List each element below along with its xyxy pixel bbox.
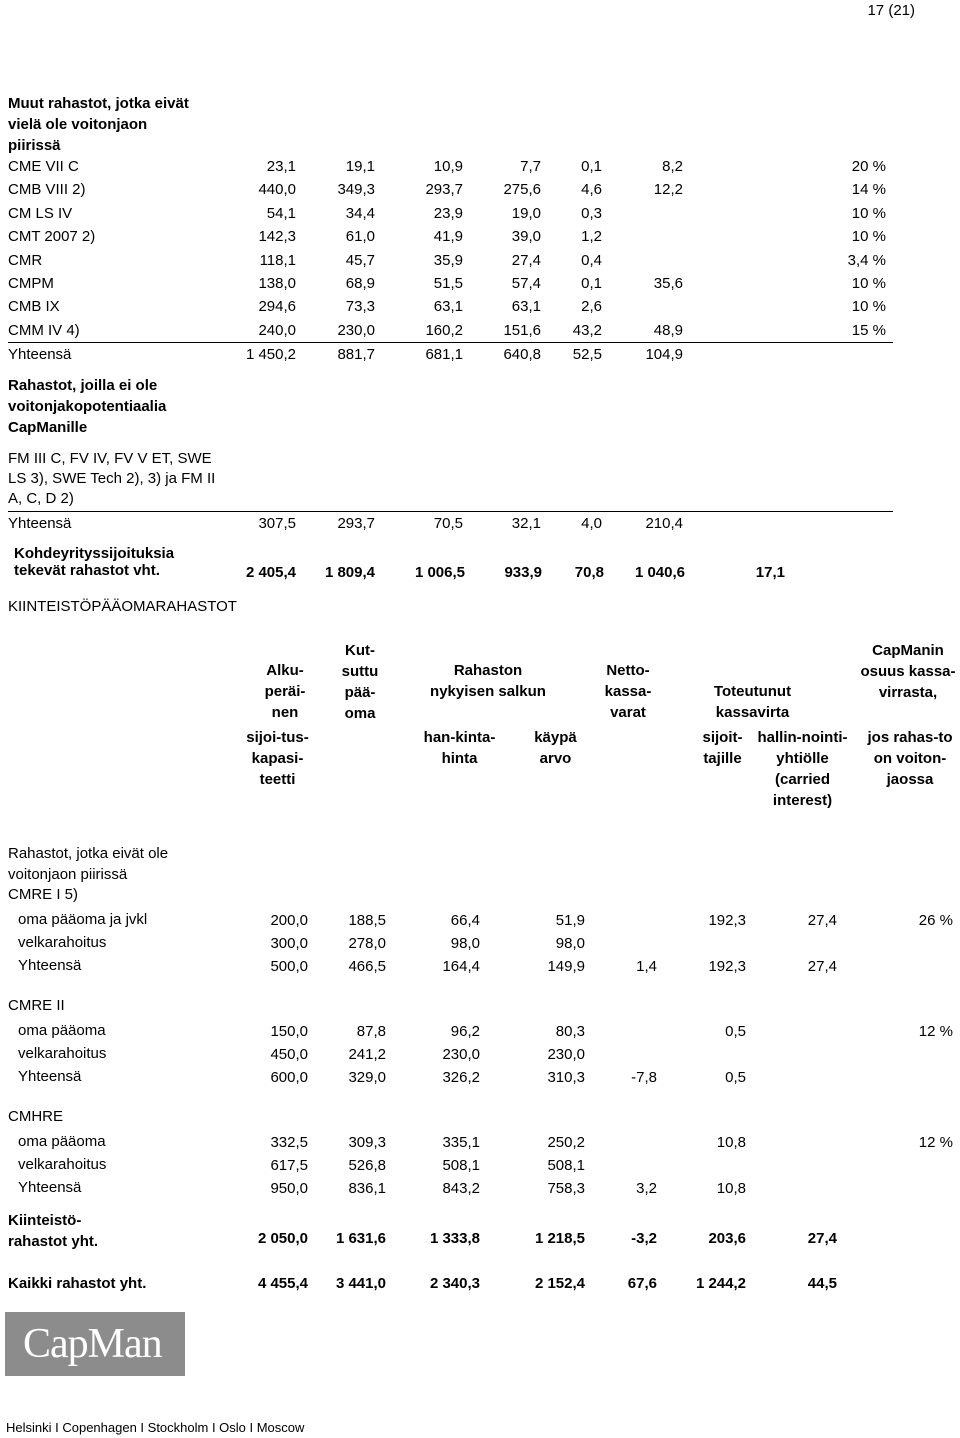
cell-value: 10,8 <box>716 1134 746 1151</box>
cell-value: 80,3 <box>555 1023 585 1040</box>
cell-value: 681,1 <box>425 346 463 363</box>
cell-value: 1,4 <box>636 958 657 975</box>
cell-value: 450,0 <box>270 1046 308 1063</box>
cell-value: 43,2 <box>572 321 602 339</box>
cell-value: 10,8 <box>716 1180 746 1197</box>
fund-name: CME VII C <box>8 158 79 175</box>
cell-value: 39,0 <box>511 228 541 246</box>
cell-value: 48,9 <box>653 321 683 339</box>
row-label: oma pääoma ja jvkl <box>18 911 148 928</box>
cell-value: 61,0 <box>345 228 375 246</box>
fund-name: CMRE II <box>8 997 65 1014</box>
cell-value: 27,4 <box>511 251 541 269</box>
col-header-acq: han-kinta-hinta <box>423 729 496 767</box>
cell-value: 188,5 <box>348 912 386 929</box>
col-header-fair: käypä arvo <box>534 729 577 767</box>
cell-value: 19,0 <box>511 204 541 222</box>
row-label: Yhteensä <box>18 957 82 974</box>
cell-value: 640,8 <box>503 346 541 363</box>
cell-value: 2 152,4 <box>534 1275 585 1292</box>
fund-name: CMB VIII 2) <box>8 181 86 199</box>
cell-value: 349,3 <box>337 181 375 199</box>
cell-value: 192,3 <box>708 912 746 929</box>
row-label: velkarahoitus <box>18 1045 107 1062</box>
total-label: Yhteensä <box>8 346 72 363</box>
fund-name: CMRE I 5) <box>8 886 79 903</box>
cell-value: 881,7 <box>337 346 375 363</box>
cell-value: 4,0 <box>581 515 602 532</box>
cell-value: 20 % <box>851 158 886 175</box>
cell-value: 1 244,2 <box>695 1275 746 1292</box>
cell-value: 10 % <box>851 204 886 222</box>
cell-value: 138,0 <box>258 275 296 292</box>
cell-value: 600,0 <box>270 1069 308 1086</box>
cell-value: 2 050,0 <box>257 1230 308 1247</box>
cell-value: 250,2 <box>547 1134 585 1151</box>
row-label: velkarahoitus <box>18 934 107 951</box>
cell-value: 35,6 <box>653 275 683 292</box>
fund-name: CM LS IV <box>8 204 73 222</box>
cell-value: 758,3 <box>547 1180 585 1197</box>
cell-value: 45,7 <box>345 251 375 269</box>
cell-value: 278,0 <box>348 935 386 952</box>
col-header-share: CapManin osuus kassa-virrasta, <box>860 642 956 701</box>
cell-value: 508,1 <box>442 1157 480 1174</box>
cell-value: 12 % <box>918 1023 953 1040</box>
cell-value: 70,5 <box>433 515 463 532</box>
cell-value: 14 % <box>851 181 886 199</box>
col-header-original-sub: sijoi-tus-kapasi-teetti <box>246 729 309 788</box>
cell-value: 310,3 <box>547 1069 585 1086</box>
col-header-drawn: Kut-suttu pää-oma <box>341 642 379 722</box>
cell-value: 0,4 <box>581 251 602 269</box>
cell-value: 1 809,4 <box>324 564 375 581</box>
cell-value: 3,4 % <box>847 251 886 269</box>
cell-value: 307,5 <box>258 515 296 532</box>
row-label: oma pääoma <box>18 1022 106 1039</box>
fund-name: CMHRE <box>8 1108 63 1125</box>
cell-value: 294,6 <box>258 298 296 316</box>
cell-value: 98,0 <box>555 935 585 952</box>
cell-value: 1 450,2 <box>245 346 296 363</box>
cell-value: 293,7 <box>337 515 375 532</box>
cell-value: 96,2 <box>450 1023 480 1040</box>
cell-value: 26 % <box>918 912 953 929</box>
cell-value: 1 333,8 <box>429 1230 480 1247</box>
cell-value: 1 631,6 <box>335 1230 386 1247</box>
cell-value: 241,2 <box>348 1046 386 1063</box>
cell-value: 309,3 <box>348 1134 386 1151</box>
cell-value: 0,1 <box>581 275 602 292</box>
col-header-manager: hallin-nointi-yhtiölle (carried interest) <box>757 729 848 809</box>
cell-value: 3 441,0 <box>335 1275 386 1292</box>
fund-list: FM III C, FV IV, FV V ET, SWE LS 3), SWE Tech 2), 3) ja FM II A, C, D 2) <box>8 450 216 507</box>
cell-value: 950,0 <box>270 1180 308 1197</box>
cell-value: 73,3 <box>345 298 375 316</box>
cell-value: 526,8 <box>348 1157 386 1174</box>
cell-value: 164,4 <box>442 958 480 975</box>
cell-value: 98,0 <box>450 935 480 952</box>
cell-value: 23,1 <box>266 158 296 175</box>
cell-value: 67,6 <box>627 1275 657 1292</box>
cell-value: 2 340,3 <box>429 1275 480 1292</box>
cell-value: 10 % <box>851 298 886 316</box>
cell-value: 3,2 <box>636 1180 657 1197</box>
cell-value: 12 % <box>918 1134 953 1151</box>
cell-value: 0,5 <box>725 1069 746 1086</box>
section-heading: Muut rahastot, jotka eivät vielä ole voitonjaon piirissä <box>8 95 189 154</box>
direct-label: Kohdeyrityssijoituksia tekevät rahastot vht. <box>14 545 175 579</box>
cell-value: 44,5 <box>807 1275 837 1292</box>
row-label: Yhteensä <box>18 1068 82 1085</box>
cell-value: 4 455,4 <box>257 1275 308 1292</box>
cell-value: 70,8 <box>574 564 604 581</box>
cell-value: 508,1 <box>547 1157 585 1174</box>
cell-value: 0,3 <box>581 204 602 222</box>
col-header-share-sub: jos rahas-to on voiton-jaossa <box>867 729 953 788</box>
cell-value: 275,6 <box>503 181 541 199</box>
cell-value: 192,3 <box>708 958 746 975</box>
cell-value: 54,1 <box>266 204 296 222</box>
logo-text: CapMan <box>23 1321 162 1367</box>
cell-value: 2,6 <box>581 298 602 316</box>
cell-value: 1 218,5 <box>534 1230 585 1247</box>
cell-value: 933,9 <box>504 564 542 581</box>
cell-value: 19,1 <box>345 158 375 175</box>
cell-value: 329,0 <box>348 1069 386 1086</box>
cell-value: 230,0 <box>442 1046 480 1063</box>
divider <box>8 342 893 343</box>
cell-value: 230,0 <box>337 321 375 339</box>
cell-value: 843,2 <box>442 1180 480 1197</box>
fund-name: CMM IV 4) <box>8 321 80 339</box>
cell-value: 17,1 <box>755 564 785 581</box>
cell-value: 210,4 <box>645 515 683 532</box>
col-header-original: Alku-peräi-nen <box>264 662 306 721</box>
cell-value: 0,5 <box>725 1023 746 1040</box>
cell-value: 51,9 <box>555 912 585 929</box>
cell-value: 51,5 <box>433 275 463 292</box>
cell-value: 10,9 <box>433 158 463 175</box>
cell-value: 151,6 <box>503 321 541 339</box>
total-label: Yhteensä <box>8 515 72 532</box>
cell-value: 326,2 <box>442 1069 480 1086</box>
cell-value: 10 % <box>851 228 886 246</box>
col-header-realized: Toteutunut kassavirta <box>713 683 792 721</box>
section-title: KIINTEISTÖPÄÄOMARAHASTOT <box>8 598 237 615</box>
group-heading: Rahastot, jotka eivät ole voitonjaon piirissä <box>8 845 169 883</box>
cell-value: 466,5 <box>348 958 386 975</box>
cell-value: 23,9 <box>433 204 463 222</box>
cell-value: 7,7 <box>520 158 541 175</box>
cell-value: 87,8 <box>356 1023 386 1040</box>
cell-value: 203,6 <box>708 1230 746 1247</box>
cell-value: 4,6 <box>581 181 602 199</box>
cell-value: 2 405,4 <box>245 564 296 581</box>
cell-value: 230,0 <box>547 1046 585 1063</box>
cell-value: 1 040,6 <box>634 564 685 581</box>
fund-name: CMB IX <box>8 298 60 316</box>
cell-value: 27,4 <box>807 958 837 975</box>
cell-value: 63,1 <box>433 298 463 316</box>
col-header-investors: sijoit-tajille <box>702 729 743 767</box>
cell-value: 27,4 <box>807 912 837 929</box>
all-total-label: Kaikki rahastot yht. <box>8 1275 147 1292</box>
col-header-netcash: Netto-kassa-varat <box>604 662 652 721</box>
cell-value: 118,1 <box>259 251 296 269</box>
cell-value: 293,7 <box>425 181 463 199</box>
cell-value: 68,9 <box>345 275 375 292</box>
cell-value: 335,1 <box>442 1134 480 1151</box>
col-header-portfolio: Rahaston nykyisen salkun <box>430 662 546 700</box>
cell-value: 300,0 <box>270 935 308 952</box>
cell-value: -3,2 <box>631 1230 657 1247</box>
cell-value: 0,1 <box>581 158 602 175</box>
cell-value: 500,0 <box>270 958 308 975</box>
cell-value: 836,1 <box>348 1180 386 1197</box>
cell-value: 142,3 <box>258 228 296 246</box>
cell-value: 35,9 <box>433 251 463 269</box>
cell-value: 34,4 <box>345 204 375 222</box>
cell-value: 160,2 <box>425 321 463 339</box>
cell-value: -7,8 <box>631 1069 657 1086</box>
cell-value: 8,2 <box>662 158 683 175</box>
cell-value: 66,4 <box>450 912 480 929</box>
cell-value: 332,5 <box>270 1134 308 1151</box>
cell-value: 149,9 <box>547 958 585 975</box>
row-label: oma pääoma <box>18 1133 106 1150</box>
cell-value: 63,1 <box>511 298 541 316</box>
cell-value: 41,9 <box>433 228 463 246</box>
footer-locations: Helsinki I Copenhagen I Stockholm I Oslo I Moscow <box>6 1420 305 1435</box>
cell-value: 10 % <box>851 275 886 292</box>
cell-value: 200,0 <box>270 912 308 929</box>
fund-name: CMT 2007 2) <box>8 228 96 246</box>
cell-value: 617,5 <box>270 1157 308 1174</box>
cell-value: 52,5 <box>572 346 602 363</box>
section-heading: Rahastot, joilla ei ole voitonjakopotentiaalia CapManille <box>8 377 167 436</box>
divider <box>8 511 893 512</box>
cell-value: 27,4 <box>807 1230 837 1247</box>
capman-logo <box>5 1312 185 1376</box>
page-number: 17 (21) <box>867 2 915 19</box>
row-label: Yhteensä <box>18 1179 82 1196</box>
cell-value: 15 % <box>851 321 886 339</box>
cell-value: 104,9 <box>645 346 683 363</box>
re-total-label: Kiinteistö-rahastot yht. <box>8 1212 99 1250</box>
cell-value: 57,4 <box>511 275 541 292</box>
cell-value: 12,2 <box>653 181 683 199</box>
cell-value: 32,1 <box>511 515 541 532</box>
row-label: velkarahoitus <box>18 1156 107 1173</box>
cell-value: 1 006,5 <box>414 564 465 581</box>
cell-value: 1,2 <box>581 228 602 246</box>
cell-value: 150,0 <box>270 1023 308 1040</box>
cell-value: 240,0 <box>258 321 296 339</box>
cell-value: 440,0 <box>258 181 296 199</box>
fund-name: CMPM <box>8 275 54 292</box>
fund-name: CMR <box>8 251 43 269</box>
